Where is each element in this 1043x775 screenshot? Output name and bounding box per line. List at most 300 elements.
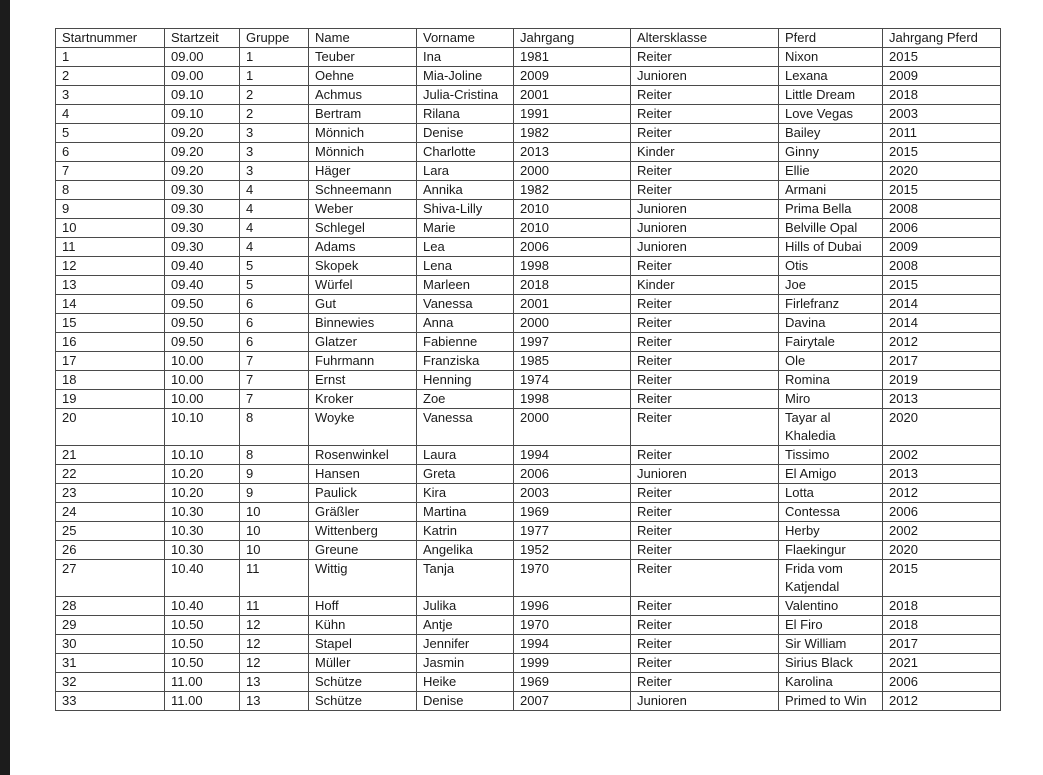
cell-name: Wittig [309, 560, 417, 597]
cell-jahrgang: 1970 [514, 560, 631, 597]
cell-jahrgang: 2000 [514, 314, 631, 333]
cell-gruppe: 7 [240, 352, 309, 371]
cell-name: Schütze [309, 673, 417, 692]
cell-name: Greune [309, 541, 417, 560]
cell-pferd: Primed to Win [779, 692, 883, 711]
cell-altersklasse: Junioren [631, 219, 779, 238]
cell-name: Müller [309, 654, 417, 673]
cell-startzeit: 10.50 [165, 654, 240, 673]
cell-startnummer: 17 [56, 352, 165, 371]
cell-name: Rosenwinkel [309, 446, 417, 465]
cell-startnummer: 28 [56, 597, 165, 616]
cell-startzeit: 09.40 [165, 257, 240, 276]
cell-vorname: Lena [417, 257, 514, 276]
cell-vorname: Laura [417, 446, 514, 465]
cell-altersklasse: Reiter [631, 503, 779, 522]
cell-jahrgang-pferd: 2017 [883, 635, 1001, 654]
table-row [56, 86, 1001, 105]
cell-jahrgang: 1982 [514, 181, 631, 200]
cell-vorname: Fabienne [417, 333, 514, 352]
cell-pferd: El Amigo [779, 465, 883, 484]
cell-startnummer: 16 [56, 333, 165, 352]
cell-jahrgang-pferd: 2003 [883, 105, 1001, 124]
column-header-jahrgang-pferd: Jahrgang Pferd [883, 29, 1001, 48]
cell-pferd: Joe [779, 276, 883, 295]
cell-jahrgang: 2003 [514, 484, 631, 503]
cell-jahrgang-pferd: 2006 [883, 503, 1001, 522]
cell-vorname: Franziska [417, 352, 514, 371]
cell-pferd: Prima Bella [779, 200, 883, 219]
column-header-startnummer: Startnummer [56, 29, 165, 48]
cell-name: Mönnich [309, 124, 417, 143]
cell-gruppe: 7 [240, 371, 309, 390]
cell-gruppe: 6 [240, 333, 309, 352]
cell-startnummer: 15 [56, 314, 165, 333]
table-row [56, 597, 1001, 616]
cell-startzeit: 09.30 [165, 181, 240, 200]
table-body [56, 48, 1001, 711]
cell-pferd: Sirius Black [779, 654, 883, 673]
cell-startnummer: 30 [56, 635, 165, 654]
cell-pferd: Valentino [779, 597, 883, 616]
cell-gruppe: 13 [240, 673, 309, 692]
cell-name: Fuhrmann [309, 352, 417, 371]
cell-altersklasse: Reiter [631, 295, 779, 314]
cell-jahrgang: 1996 [514, 597, 631, 616]
cell-pferd: Romina [779, 371, 883, 390]
cell-startnummer: 29 [56, 616, 165, 635]
cell-gruppe: 10 [240, 503, 309, 522]
cell-vorname: Lea [417, 238, 514, 257]
table-row [56, 692, 1001, 711]
cell-jahrgang: 2013 [514, 143, 631, 162]
table-row [56, 673, 1001, 692]
cell-startzeit: 09.50 [165, 295, 240, 314]
cell-jahrgang-pferd: 2009 [883, 238, 1001, 257]
cell-jahrgang: 1985 [514, 352, 631, 371]
cell-gruppe: 4 [240, 219, 309, 238]
cell-jahrgang-pferd: 2013 [883, 465, 1001, 484]
table-row [56, 219, 1001, 238]
cell-gruppe: 4 [240, 238, 309, 257]
cell-gruppe: 10 [240, 522, 309, 541]
cell-name: Binnewies [309, 314, 417, 333]
cell-name: Schütze [309, 692, 417, 711]
cell-jahrgang-pferd: 2012 [883, 484, 1001, 503]
cell-pferd: Ole [779, 352, 883, 371]
cell-gruppe: 1 [240, 67, 309, 86]
table-row [56, 295, 1001, 314]
cell-pferd: Sir William [779, 635, 883, 654]
start-list-table [55, 28, 1001, 711]
cell-jahrgang: 1970 [514, 616, 631, 635]
table-row [56, 371, 1001, 390]
cell-gruppe: 12 [240, 616, 309, 635]
cell-gruppe: 9 [240, 484, 309, 503]
cell-vorname: Jennifer [417, 635, 514, 654]
cell-gruppe: 13 [240, 692, 309, 711]
cell-name: Kühn [309, 616, 417, 635]
cell-gruppe: 5 [240, 257, 309, 276]
cell-gruppe: 8 [240, 446, 309, 465]
cell-altersklasse: Reiter [631, 181, 779, 200]
cell-jahrgang-pferd: 2015 [883, 560, 1001, 597]
cell-jahrgang: 1998 [514, 257, 631, 276]
cell-startnummer: 20 [56, 409, 165, 446]
cell-gruppe: 5 [240, 276, 309, 295]
cell-gruppe: 11 [240, 560, 309, 597]
cell-jahrgang: 2001 [514, 86, 631, 105]
column-header-jahrgang: Jahrgang [514, 29, 631, 48]
table-row [56, 446, 1001, 465]
cell-vorname: Marie [417, 219, 514, 238]
cell-startzeit: 10.00 [165, 371, 240, 390]
cell-altersklasse: Reiter [631, 162, 779, 181]
cell-startzeit: 09.00 [165, 48, 240, 67]
cell-jahrgang-pferd: 2002 [883, 522, 1001, 541]
cell-startnummer: 31 [56, 654, 165, 673]
cell-startzeit: 10.00 [165, 390, 240, 409]
cell-vorname: Zoe [417, 390, 514, 409]
table-row [56, 484, 1001, 503]
cell-jahrgang: 1977 [514, 522, 631, 541]
cell-startzeit: 10.40 [165, 560, 240, 597]
cell-pferd: Contessa [779, 503, 883, 522]
table-row [56, 48, 1001, 67]
table-row [56, 124, 1001, 143]
cell-altersklasse: Junioren [631, 67, 779, 86]
cell-pferd: Lotta [779, 484, 883, 503]
cell-jahrgang: 1981 [514, 48, 631, 67]
cell-jahrgang-pferd: 2015 [883, 181, 1001, 200]
cell-altersklasse: Reiter [631, 673, 779, 692]
cell-altersklasse: Reiter [631, 654, 779, 673]
cell-pferd: Ellie [779, 162, 883, 181]
cell-startnummer: 26 [56, 541, 165, 560]
cell-gruppe: 9 [240, 465, 309, 484]
cell-gruppe: 4 [240, 200, 309, 219]
cell-altersklasse: Junioren [631, 238, 779, 257]
column-header-gruppe: Gruppe [240, 29, 309, 48]
cell-startnummer: 1 [56, 48, 165, 67]
cell-startzeit: 10.30 [165, 541, 240, 560]
cell-name: Skopek [309, 257, 417, 276]
cell-name: Teuber [309, 48, 417, 67]
cell-pferd: Fairytale [779, 333, 883, 352]
cell-altersklasse: Reiter [631, 352, 779, 371]
table-row [56, 143, 1001, 162]
cell-startzeit: 09.50 [165, 314, 240, 333]
cell-jahrgang-pferd: 2006 [883, 673, 1001, 692]
cell-vorname: Julika [417, 597, 514, 616]
cell-altersklasse: Reiter [631, 86, 779, 105]
cell-vorname: Shiva-Lilly [417, 200, 514, 219]
cell-pferd: Bailey [779, 124, 883, 143]
cell-altersklasse: Reiter [631, 409, 779, 446]
cell-altersklasse: Reiter [631, 560, 779, 597]
cell-jahrgang: 1998 [514, 390, 631, 409]
cell-altersklasse: Junioren [631, 465, 779, 484]
cell-altersklasse: Reiter [631, 105, 779, 124]
cell-jahrgang: 1969 [514, 673, 631, 692]
cell-altersklasse: Reiter [631, 333, 779, 352]
cell-name: Stapel [309, 635, 417, 654]
cell-startnummer: 18 [56, 371, 165, 390]
cell-altersklasse: Reiter [631, 124, 779, 143]
cell-gruppe: 4 [240, 181, 309, 200]
cell-startnummer: 3 [56, 86, 165, 105]
cell-gruppe: 2 [240, 86, 309, 105]
cell-jahrgang: 1991 [514, 105, 631, 124]
cell-jahrgang-pferd: 2015 [883, 276, 1001, 295]
cell-jahrgang-pferd: 2006 [883, 219, 1001, 238]
cell-altersklasse: Junioren [631, 200, 779, 219]
cell-pferd: Lexana [779, 67, 883, 86]
cell-name: Woyke [309, 409, 417, 446]
cell-name: Schlegel [309, 219, 417, 238]
cell-jahrgang: 2018 [514, 276, 631, 295]
cell-startzeit: 09.00 [165, 67, 240, 86]
cell-altersklasse: Reiter [631, 48, 779, 67]
cell-startnummer: 25 [56, 522, 165, 541]
cell-altersklasse: Reiter [631, 257, 779, 276]
cell-startnummer: 9 [56, 200, 165, 219]
column-header-vorname: Vorname [417, 29, 514, 48]
cell-startzeit: 10.40 [165, 597, 240, 616]
cell-pferd: Otis [779, 257, 883, 276]
cell-altersklasse: Reiter [631, 541, 779, 560]
cell-jahrgang-pferd: 2012 [883, 333, 1001, 352]
cell-startnummer: 27 [56, 560, 165, 597]
table-row [56, 654, 1001, 673]
cell-startzeit: 09.20 [165, 162, 240, 181]
cell-name: Schneemann [309, 181, 417, 200]
cell-name: Hansen [309, 465, 417, 484]
document-page [10, 0, 1043, 775]
cell-altersklasse: Reiter [631, 446, 779, 465]
cell-name: Hoff [309, 597, 417, 616]
cell-jahrgang: 2006 [514, 465, 631, 484]
cell-jahrgang-pferd: 2014 [883, 295, 1001, 314]
cell-vorname: Marleen [417, 276, 514, 295]
cell-pferd: Nixon [779, 48, 883, 67]
cell-jahrgang: 2000 [514, 162, 631, 181]
cell-jahrgang-pferd: 2013 [883, 390, 1001, 409]
cell-name: Gräßler [309, 503, 417, 522]
cell-vorname: Denise [417, 692, 514, 711]
cell-vorname: Ina [417, 48, 514, 67]
cell-vorname: Annika [417, 181, 514, 200]
cell-jahrgang-pferd: 2020 [883, 541, 1001, 560]
cell-jahrgang: 2000 [514, 409, 631, 446]
cell-gruppe: 11 [240, 597, 309, 616]
cell-vorname: Angelika [417, 541, 514, 560]
cell-jahrgang-pferd: 2018 [883, 597, 1001, 616]
cell-vorname: Tanja [417, 560, 514, 597]
cell-vorname: Katrin [417, 522, 514, 541]
cell-jahrgang: 1994 [514, 635, 631, 654]
cell-altersklasse: Reiter [631, 616, 779, 635]
cell-vorname: Charlotte [417, 143, 514, 162]
cell-name: Oehne [309, 67, 417, 86]
cell-altersklasse: Reiter [631, 484, 779, 503]
cell-pferd: Davina [779, 314, 883, 333]
cell-startzeit: 10.20 [165, 465, 240, 484]
cell-jahrgang-pferd: 2020 [883, 162, 1001, 181]
cell-jahrgang-pferd: 2015 [883, 48, 1001, 67]
cell-startzeit: 10.10 [165, 409, 240, 446]
cell-gruppe: 3 [240, 124, 309, 143]
cell-startzeit: 11.00 [165, 673, 240, 692]
table-row [56, 560, 1001, 597]
cell-jahrgang-pferd: 2021 [883, 654, 1001, 673]
cell-startzeit: 09.30 [165, 238, 240, 257]
cell-pferd: Herby [779, 522, 883, 541]
cell-jahrgang: 1999 [514, 654, 631, 673]
cell-name: Kroker [309, 390, 417, 409]
cell-vorname: Anna [417, 314, 514, 333]
table-row [56, 257, 1001, 276]
table-row [56, 635, 1001, 654]
column-header-pferd: Pferd [779, 29, 883, 48]
table-row [56, 409, 1001, 446]
cell-jahrgang: 2009 [514, 67, 631, 86]
cell-startzeit: 10.20 [165, 484, 240, 503]
cell-jahrgang: 1974 [514, 371, 631, 390]
cell-startzeit: 10.00 [165, 352, 240, 371]
cell-jahrgang-pferd: 2014 [883, 314, 1001, 333]
cell-name: Gut [309, 295, 417, 314]
cell-jahrgang-pferd: 2012 [883, 692, 1001, 711]
cell-startzeit: 09.10 [165, 105, 240, 124]
cell-name: Bertram [309, 105, 417, 124]
cell-gruppe: 3 [240, 143, 309, 162]
cell-name: Paulick [309, 484, 417, 503]
cell-startnummer: 7 [56, 162, 165, 181]
cell-altersklasse: Reiter [631, 314, 779, 333]
table-row [56, 522, 1001, 541]
column-header-name: Name [309, 29, 417, 48]
cell-gruppe: 7 [240, 390, 309, 409]
cell-name: Glatzer [309, 333, 417, 352]
cell-vorname: Vanessa [417, 409, 514, 446]
cell-altersklasse: Reiter [631, 371, 779, 390]
cell-startzeit: 09.30 [165, 219, 240, 238]
table-row [56, 276, 1001, 295]
cell-pferd: Ginny [779, 143, 883, 162]
cell-startnummer: 4 [56, 105, 165, 124]
cell-startnummer: 22 [56, 465, 165, 484]
cell-startnummer: 5 [56, 124, 165, 143]
table-row [56, 390, 1001, 409]
table-row [56, 352, 1001, 371]
cell-vorname: Martina [417, 503, 514, 522]
cell-jahrgang: 1952 [514, 541, 631, 560]
cell-gruppe: 6 [240, 314, 309, 333]
cell-pferd: Tissimo [779, 446, 883, 465]
cell-jahrgang: 2007 [514, 692, 631, 711]
cell-name: Weber [309, 200, 417, 219]
cell-startzeit: 10.50 [165, 635, 240, 654]
cell-startnummer: 11 [56, 238, 165, 257]
cell-startzeit: 10.50 [165, 616, 240, 635]
cell-startzeit: 09.30 [165, 200, 240, 219]
cell-pferd: Frida vom Katjendal [779, 560, 883, 597]
cell-startnummer: 19 [56, 390, 165, 409]
cell-startnummer: 32 [56, 673, 165, 692]
table-row [56, 67, 1001, 86]
cell-jahrgang: 2010 [514, 200, 631, 219]
cell-startzeit: 09.10 [165, 86, 240, 105]
cell-startnummer: 6 [56, 143, 165, 162]
cell-vorname: Lara [417, 162, 514, 181]
cell-pferd: Love Vegas [779, 105, 883, 124]
cell-startnummer: 12 [56, 257, 165, 276]
cell-startzeit: 09.50 [165, 333, 240, 352]
cell-startnummer: 23 [56, 484, 165, 503]
cell-jahrgang-pferd: 2020 [883, 409, 1001, 446]
cell-jahrgang-pferd: 2018 [883, 86, 1001, 105]
cell-jahrgang-pferd: 2018 [883, 616, 1001, 635]
cell-name: Würfel [309, 276, 417, 295]
cell-pferd: Tayar al Khaledia [779, 409, 883, 446]
cell-vorname: Julia-Cristina [417, 86, 514, 105]
cell-startnummer: 33 [56, 692, 165, 711]
table-row [56, 162, 1001, 181]
cell-pferd: El Firo [779, 616, 883, 635]
cell-pferd: Hills of Dubai [779, 238, 883, 257]
cell-gruppe: 3 [240, 162, 309, 181]
table-row [56, 616, 1001, 635]
cell-gruppe: 12 [240, 654, 309, 673]
cell-gruppe: 8 [240, 409, 309, 446]
cell-startzeit: 09.40 [165, 276, 240, 295]
column-header-altersklasse: Altersklasse [631, 29, 779, 48]
cell-pferd: Belville Opal [779, 219, 883, 238]
table-row [56, 333, 1001, 352]
cell-gruppe: 2 [240, 105, 309, 124]
cell-jahrgang-pferd: 2011 [883, 124, 1001, 143]
cell-vorname: Henning [417, 371, 514, 390]
cell-jahrgang: 2006 [514, 238, 631, 257]
cell-pferd: Armani [779, 181, 883, 200]
cell-vorname: Denise [417, 124, 514, 143]
cell-altersklasse: Reiter [631, 522, 779, 541]
column-header-startzeit: Startzeit [165, 29, 240, 48]
cell-vorname: Jasmin [417, 654, 514, 673]
cell-startnummer: 21 [56, 446, 165, 465]
cell-gruppe: 6 [240, 295, 309, 314]
cell-jahrgang-pferd: 2002 [883, 446, 1001, 465]
cell-gruppe: 10 [240, 541, 309, 560]
cell-startnummer: 14 [56, 295, 165, 314]
cell-pferd: Karolina [779, 673, 883, 692]
cell-name: Mönnich [309, 143, 417, 162]
cell-jahrgang-pferd: 2019 [883, 371, 1001, 390]
cell-jahrgang-pferd: 2009 [883, 67, 1001, 86]
table-row [56, 105, 1001, 124]
cell-vorname: Heike [417, 673, 514, 692]
table-row [56, 181, 1001, 200]
table-header-row [56, 29, 1001, 48]
table-row [56, 541, 1001, 560]
cell-pferd: Miro [779, 390, 883, 409]
cell-jahrgang-pferd: 2008 [883, 200, 1001, 219]
cell-altersklasse: Junioren [631, 692, 779, 711]
cell-vorname: Greta [417, 465, 514, 484]
cell-startnummer: 10 [56, 219, 165, 238]
cell-altersklasse: Reiter [631, 635, 779, 654]
